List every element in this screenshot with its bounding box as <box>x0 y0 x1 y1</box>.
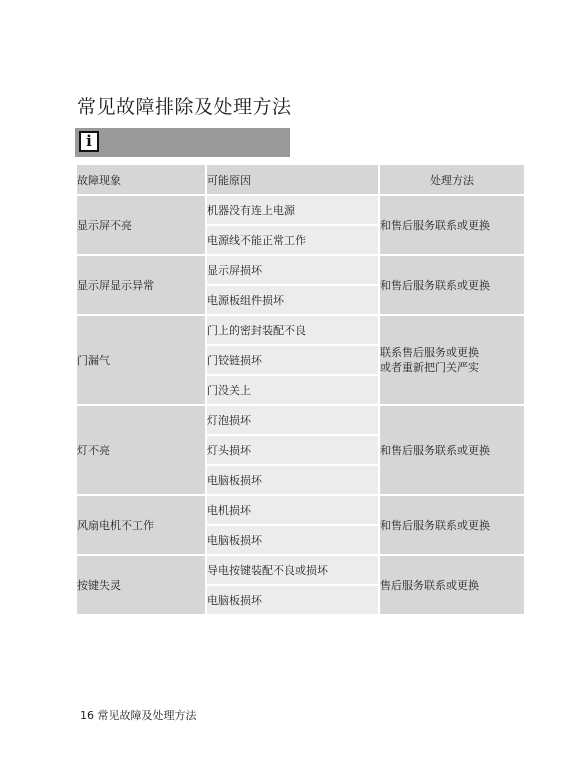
fault-cause: 导电按键装配不良或损坏 <box>206 555 379 585</box>
fault-cause: 电脑板损坏 <box>206 525 379 555</box>
table-row <box>76 495 525 525</box>
fault-cause: 电脑板损坏 <box>206 465 379 495</box>
fault-solution: 联系售后服务或更换 或者重新把门关严实 <box>379 315 525 405</box>
fault-symptom: 风扇电机不工作 <box>76 495 206 555</box>
table-row <box>76 315 525 345</box>
table-row <box>76 405 525 435</box>
fault-solution: 和售后服务联系或更换 <box>379 495 525 555</box>
fault-solution: 和售后服务联系或更换 <box>379 195 525 255</box>
fault-symptom: 门漏气 <box>76 315 206 405</box>
page-footer <box>80 707 197 723</box>
footer-section: 常见故障及处理方法 <box>97 709 197 722</box>
fault-cause: 电脑板损坏 <box>206 585 379 615</box>
header-cause: 可能原因 <box>206 164 379 195</box>
table-row <box>76 555 525 585</box>
fault-cause: 门没关上 <box>206 375 379 405</box>
troubleshooting-table <box>75 163 526 616</box>
fault-cause: 灯泡损坏 <box>206 405 379 435</box>
table-row <box>76 195 525 225</box>
fault-cause: 机器没有连上电源 <box>206 195 379 225</box>
fault-solution: 售后服务联系或更换 <box>379 555 525 615</box>
table-header-row <box>76 164 525 195</box>
fault-symptom: 灯不亮 <box>76 405 206 495</box>
fault-solution: 和售后服务联系或更换 <box>379 255 525 315</box>
page-number: 16 <box>80 709 94 722</box>
header-solution: 处理方法 <box>379 164 525 195</box>
fault-cause: 电机损坏 <box>206 495 379 525</box>
fault-cause: 显示屏损坏 <box>206 255 379 285</box>
fault-cause: 灯头损坏 <box>206 435 379 465</box>
fault-cause: 门铰链损坏 <box>206 345 379 375</box>
fault-cause: 电源板组件损坏 <box>206 285 379 315</box>
header-symptom: 故障现象 <box>76 164 206 195</box>
fault-symptom: 按键失灵 <box>76 555 206 615</box>
fault-symptom: 显示屏不亮 <box>76 195 206 255</box>
fault-symptom: 显示屏显示异常 <box>76 255 206 315</box>
fault-solution: 和售后服务联系或更换 <box>379 405 525 495</box>
page-title: 常见故障排除及处理方法 <box>77 96 292 118</box>
fault-cause: 门上的密封装配不良 <box>206 315 379 345</box>
table-body <box>76 195 525 615</box>
fault-cause: 电源线不能正常工作 <box>206 225 379 255</box>
info-banner <box>75 128 290 157</box>
info-icon: i <box>79 131 99 152</box>
table-row <box>76 255 525 285</box>
